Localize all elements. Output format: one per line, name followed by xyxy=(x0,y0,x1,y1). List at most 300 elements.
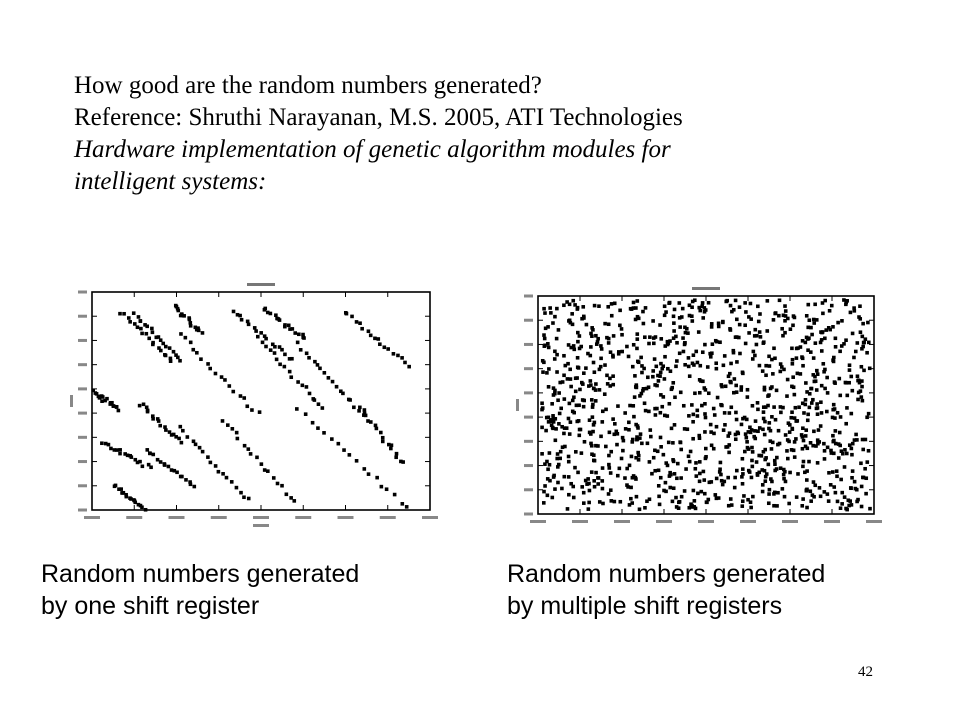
right-plot-point xyxy=(791,362,795,366)
left-plot-point xyxy=(214,372,218,376)
right-plot-point xyxy=(663,304,667,308)
right-plot-point xyxy=(603,363,607,367)
right-plot-point xyxy=(781,487,785,491)
left-plot-ytick-label-blur xyxy=(78,460,87,463)
right-plot-point xyxy=(719,473,723,477)
right-plot-point xyxy=(793,455,797,459)
left-plot-point xyxy=(386,347,390,351)
right-plot-point xyxy=(738,352,742,356)
right-plot-point xyxy=(675,359,679,363)
right-plot-point xyxy=(805,469,809,473)
right-plot-point xyxy=(688,303,692,307)
right-plot-point xyxy=(773,312,777,316)
right-plot-point xyxy=(831,470,835,474)
right-plot-point xyxy=(704,455,708,459)
right-plot-point xyxy=(756,408,760,412)
right-plot-point xyxy=(805,506,809,510)
left-plot-point xyxy=(235,431,239,435)
right-plot-point xyxy=(854,350,858,354)
left-plot-point xyxy=(127,316,131,320)
left-plot-point xyxy=(348,398,352,402)
right-plot-point xyxy=(795,347,799,351)
right-plot-point xyxy=(633,395,637,399)
left-plot-point xyxy=(269,348,273,352)
right-plot-point xyxy=(588,489,592,493)
right-plot-point xyxy=(628,464,632,468)
left-plot-point xyxy=(389,447,393,451)
left-plot-point xyxy=(393,493,397,497)
right-plot-point xyxy=(601,487,605,491)
right-plot-point xyxy=(701,316,705,320)
right-plot-point xyxy=(674,335,678,339)
right-plot-point xyxy=(819,330,823,334)
right-plot-point xyxy=(741,499,745,503)
right-plot-point xyxy=(847,504,851,508)
left-plot-point xyxy=(390,443,394,447)
right-plot-point xyxy=(593,485,597,489)
right-plot-point xyxy=(760,468,764,472)
right-plot-point xyxy=(722,428,726,432)
right-plot-point xyxy=(545,371,549,375)
right-plot-point xyxy=(660,367,664,371)
left-plot-point xyxy=(288,370,292,374)
left-plot-point xyxy=(297,332,301,336)
right-plot-point xyxy=(697,330,701,334)
right-plot-point xyxy=(810,401,814,405)
right-plot-point xyxy=(753,354,757,358)
right-plot-point xyxy=(544,429,548,433)
left-plot-point xyxy=(375,476,379,480)
right-plot-point xyxy=(801,402,805,406)
right-plot-point xyxy=(659,371,663,375)
left-plot-point xyxy=(177,437,181,441)
left-plot-point xyxy=(272,476,276,480)
right-plot-point xyxy=(781,334,785,338)
left-plot-point xyxy=(357,409,361,413)
right-plot-point xyxy=(845,452,849,456)
right-plot-point xyxy=(663,313,667,317)
right-plot-point xyxy=(589,332,593,336)
right-plot-point xyxy=(835,474,839,478)
right-plot-point xyxy=(616,474,620,478)
right-plot-point xyxy=(773,356,777,360)
right-plot-point xyxy=(783,319,787,323)
left-plot-point xyxy=(238,314,242,318)
left-plot-point xyxy=(230,480,234,484)
right-plot-point xyxy=(757,454,761,458)
right-plot-point xyxy=(779,411,783,415)
right-plot-point xyxy=(621,449,625,453)
left-plot-point xyxy=(208,367,212,371)
right-plot-point xyxy=(587,384,591,388)
right-plot-point xyxy=(801,465,805,469)
left-plot-point xyxy=(323,371,327,375)
right-plot-point xyxy=(838,431,842,435)
left-plot-ytick-label-blur xyxy=(78,387,87,390)
left-plot-point xyxy=(138,404,142,408)
left-plot-point xyxy=(195,351,199,355)
right-plot-point xyxy=(729,497,733,501)
right-plot-point xyxy=(840,491,844,495)
right-plot-point xyxy=(823,490,827,494)
right-plot-point xyxy=(832,485,836,489)
right-plot-point xyxy=(555,370,559,374)
right-plot-point xyxy=(784,309,788,313)
right-plot-point xyxy=(850,453,854,457)
right-plot-point xyxy=(770,385,774,389)
right-plot-point xyxy=(712,447,716,451)
right-plot-point xyxy=(795,495,799,499)
right-plot-point xyxy=(553,350,557,354)
right-plot-point xyxy=(823,299,827,303)
right-plot-point xyxy=(763,458,767,462)
right-plot-point xyxy=(547,367,551,371)
right-plot-point xyxy=(659,337,663,341)
right-plot-point xyxy=(858,304,862,308)
left-plot-point xyxy=(316,426,320,430)
right-plot-point xyxy=(861,322,865,326)
right-plot-point xyxy=(745,418,749,422)
left-plot-point xyxy=(283,353,287,357)
right-plot-point xyxy=(729,362,733,366)
right-plot-point xyxy=(741,371,745,375)
right-plot-point xyxy=(700,304,704,308)
left-plot-point xyxy=(360,327,364,331)
right-plot-point xyxy=(607,337,611,341)
right-plot-point xyxy=(787,502,791,506)
right-plot-point xyxy=(567,475,571,479)
left-plot-point xyxy=(283,365,287,369)
right-plot-ytick-label-blur xyxy=(524,391,533,394)
right-plot-point xyxy=(740,423,744,427)
right-plot-point xyxy=(556,398,560,402)
right-plot-point xyxy=(691,413,695,417)
left-plot-point xyxy=(311,421,315,425)
left-plot-point xyxy=(115,448,119,452)
right-plot-point xyxy=(611,355,615,359)
right-plot-point xyxy=(659,411,663,415)
right-plot-point xyxy=(632,343,636,347)
right-plot-point xyxy=(845,299,849,303)
right-plot-point xyxy=(811,444,815,448)
right-plot-point xyxy=(801,426,805,430)
right-plot-point xyxy=(772,346,776,350)
right-plot-point xyxy=(792,385,796,389)
right-plot-point xyxy=(740,475,744,479)
right-plot-point xyxy=(678,351,682,355)
right-plot-point xyxy=(867,449,871,453)
right-plot-point xyxy=(540,452,544,456)
left-plot-point xyxy=(276,482,280,486)
left-plot-point xyxy=(375,427,379,431)
left-plot-point xyxy=(141,464,145,468)
right-plot-point xyxy=(698,460,702,464)
right-plot-point xyxy=(702,478,706,482)
right-plot-point xyxy=(607,492,611,496)
right-plot-point xyxy=(635,337,639,341)
right-plot-point xyxy=(549,418,553,422)
right-plot-point xyxy=(831,408,835,412)
left-plot-point xyxy=(250,408,254,412)
left-plot-point xyxy=(296,341,300,345)
left-plot-ytick-label-blur xyxy=(78,363,87,366)
right-plot-point xyxy=(609,450,613,454)
right-plot-point xyxy=(718,340,722,344)
right-plot-point xyxy=(576,471,580,475)
right-plot-point xyxy=(788,423,792,427)
right-plot-point xyxy=(812,430,816,434)
right-plot-point xyxy=(580,485,584,489)
right-plot-point xyxy=(607,454,611,458)
right-plot-point xyxy=(777,314,781,318)
left-plot-point xyxy=(151,417,155,421)
right-plot-point xyxy=(860,395,864,399)
right-plot-point xyxy=(654,413,658,417)
right-plot-point xyxy=(592,387,596,391)
left-plot-point xyxy=(308,392,312,396)
left-plot-point xyxy=(350,315,354,319)
right-plot-point xyxy=(843,465,847,469)
right-plot-point xyxy=(601,409,605,413)
right-plot-point xyxy=(608,431,612,435)
right-plot-point xyxy=(644,409,648,413)
left-plot-point xyxy=(117,409,121,413)
left-plot-point xyxy=(149,465,153,469)
right-plot-point xyxy=(643,335,647,339)
right-plot-point xyxy=(801,435,805,439)
right-plot-point xyxy=(776,443,780,447)
right-plot-point xyxy=(590,470,594,474)
right-plot-point xyxy=(659,445,663,449)
left-scatter-plot xyxy=(62,282,440,528)
right-plot-point xyxy=(865,351,869,355)
right-plot-point xyxy=(744,342,748,346)
left-plot-point xyxy=(369,334,373,338)
right-plot-point xyxy=(542,490,546,494)
right-plot-point xyxy=(594,471,598,475)
right-plot-point xyxy=(805,314,809,318)
right-plot-point xyxy=(558,412,562,416)
right-caption xyxy=(507,558,825,622)
right-plot-point xyxy=(629,497,633,501)
right-plot-point xyxy=(832,403,836,407)
right-plot-point xyxy=(860,335,864,339)
left-plot-point xyxy=(381,440,385,444)
left-plot-point xyxy=(266,469,270,473)
right-plot-point xyxy=(849,311,853,315)
right-plot-point xyxy=(821,362,825,366)
right-plot-point xyxy=(715,425,719,429)
right-plot-point xyxy=(636,451,640,455)
left-plot-point xyxy=(197,329,201,333)
left-caption xyxy=(41,558,359,622)
right-plot-point xyxy=(576,307,580,311)
right-plot-point xyxy=(767,501,771,505)
right-plot-point xyxy=(698,364,702,368)
right-plot-point xyxy=(648,428,652,432)
question-heading: How good are the random numbers generated? xyxy=(74,72,542,99)
right-plot-point xyxy=(757,320,761,324)
right-plot-point xyxy=(723,354,727,358)
right-plot-point xyxy=(640,371,644,375)
right-plot-point xyxy=(834,345,838,349)
right-plot-point xyxy=(688,460,692,464)
left-plot-point xyxy=(287,324,291,328)
right-plot-xtick-label-blur xyxy=(614,520,630,523)
right-plot-point xyxy=(838,444,842,448)
right-plot-point xyxy=(554,417,558,421)
right-plot-point xyxy=(691,420,695,424)
right-plot-point xyxy=(684,467,688,471)
right-plot-point xyxy=(835,469,839,473)
right-plot-point xyxy=(735,360,739,364)
right-plot-point xyxy=(774,418,778,422)
right-plot-point xyxy=(840,502,844,506)
right-plot-point xyxy=(810,387,814,391)
right-plot-point xyxy=(568,303,572,307)
right-plot-point xyxy=(727,443,731,447)
right-plot-point xyxy=(734,411,738,415)
right-plot-point xyxy=(758,364,762,368)
right-plot-point xyxy=(751,465,755,469)
left-plot-point xyxy=(231,427,235,431)
left-plot-point xyxy=(249,452,253,456)
right-plot-point xyxy=(563,364,567,368)
right-plot-point xyxy=(629,486,633,490)
right-plot-point xyxy=(761,369,765,373)
left-plot-point xyxy=(109,401,113,405)
right-plot-point xyxy=(672,314,676,318)
right-plot-point xyxy=(734,437,738,441)
left-plot-point xyxy=(352,405,356,409)
right-plot-point xyxy=(728,431,732,435)
right-plot-point xyxy=(785,449,789,453)
right-plot-point xyxy=(864,492,868,496)
right-plot-point xyxy=(851,469,855,473)
right-plot-point xyxy=(613,302,617,306)
right-plot-point xyxy=(611,417,615,421)
left-plot-point xyxy=(299,348,303,352)
right-plot-point xyxy=(566,507,570,511)
left-plot-point xyxy=(283,325,287,329)
right-plot-point xyxy=(747,315,751,319)
left-plot-point xyxy=(379,431,383,435)
left-plot-point xyxy=(293,331,297,335)
right-plot-point xyxy=(865,415,869,419)
right-plot-point xyxy=(732,351,736,355)
right-plot-point xyxy=(743,323,747,327)
right-plot-point xyxy=(813,483,817,487)
right-plot-point xyxy=(762,341,766,345)
right-plot-point xyxy=(815,388,819,392)
right-plot-point xyxy=(808,406,812,410)
right-plot-point xyxy=(594,334,598,338)
right-plot-point xyxy=(662,453,666,457)
right-plot-point xyxy=(772,318,776,322)
right-plot-point xyxy=(572,395,576,399)
right-plot-point xyxy=(607,322,611,326)
right-plot-point xyxy=(584,366,588,370)
right-plot-point xyxy=(703,402,707,406)
right-plot-point xyxy=(741,417,745,421)
right-plot-point xyxy=(806,303,810,307)
right-plot-ytick-label-blur xyxy=(524,367,533,370)
right-plot-point xyxy=(690,403,694,407)
left-plot-point xyxy=(342,448,346,452)
right-plot-xtick-label-blur xyxy=(572,520,588,523)
right-plot-point xyxy=(633,374,637,378)
right-plot-point xyxy=(794,406,798,410)
left-plot-point xyxy=(206,362,210,366)
left-plot-point xyxy=(274,313,278,317)
right-plot-point xyxy=(561,445,565,449)
left-plot-point xyxy=(169,359,173,363)
left-plot-point xyxy=(380,485,384,489)
left-plot-point xyxy=(122,312,126,316)
left-plot-point xyxy=(175,470,179,474)
right-plot-point xyxy=(646,441,650,445)
right-plot-point xyxy=(568,368,572,372)
right-plot-point xyxy=(625,345,629,349)
right-plot-point xyxy=(541,370,545,374)
right-plot-point xyxy=(738,305,742,309)
right-plot-point xyxy=(673,308,677,312)
right-plot-point xyxy=(790,448,794,452)
right-plot-point xyxy=(769,477,773,481)
right-plot-point xyxy=(685,327,689,331)
left-plot-point xyxy=(280,348,284,352)
left-plot-ylabel-blur xyxy=(70,395,73,407)
right-plot-point xyxy=(648,335,652,339)
right-plot-point xyxy=(789,327,793,331)
left-plot-point xyxy=(139,319,143,323)
right-plot-point xyxy=(590,452,594,456)
right-plot-point xyxy=(618,324,622,328)
right-plot-point xyxy=(572,496,576,500)
right-plot-point xyxy=(585,323,589,327)
right-plot-point xyxy=(591,403,595,407)
right-plot-point xyxy=(555,337,559,341)
right-plot-point xyxy=(632,301,636,305)
right-plot-point xyxy=(546,342,550,346)
left-plot-point xyxy=(364,414,368,418)
right-plot-point xyxy=(646,375,650,379)
left-plot-point xyxy=(330,437,334,441)
right-plot-point xyxy=(800,355,804,359)
left-plot-point xyxy=(305,385,309,389)
right-plot-point xyxy=(823,337,827,341)
right-plot-point xyxy=(569,482,573,486)
right-plot-point xyxy=(723,411,727,415)
right-plot-point xyxy=(612,334,616,338)
right-plot-point xyxy=(709,423,713,427)
right-plot-point xyxy=(838,349,842,353)
left-plot-point xyxy=(401,502,405,506)
right-plot-point xyxy=(622,439,626,443)
right-plot-point xyxy=(587,482,591,486)
left-plot-point xyxy=(285,492,289,496)
right-plot-point xyxy=(659,362,663,366)
right-plot-point xyxy=(789,416,793,420)
right-plot-point xyxy=(658,374,662,378)
right-plot-point xyxy=(571,323,575,327)
right-plot-point xyxy=(571,410,575,414)
right-plot-point xyxy=(615,443,619,447)
right-plot-point xyxy=(804,428,808,432)
right-plot-point xyxy=(770,447,774,451)
left-plot-point xyxy=(158,424,162,428)
left-plot-point xyxy=(385,487,389,491)
